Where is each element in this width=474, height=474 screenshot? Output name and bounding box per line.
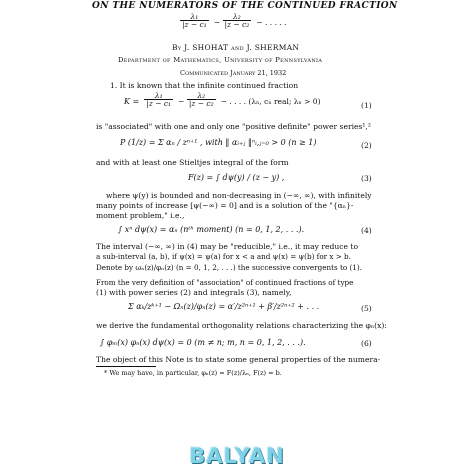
equation-1-number: (1) [361,101,372,110]
footnote: * We may have, in particular, φₙ(z) = F(z)/λₙ, F(z) = b. [104,369,282,377]
equation-5: Σ αₖ/zᵏ⁺¹ − Ωₙ(z)/φₙ(z) = α′/z²ⁿ⁺¹ + β′/z²ⁿ⁺² + . . . [128,302,320,311]
watermark-logo: BALYAN [189,444,285,468]
paragraph-4-line-3: moment problem," i.e., [96,211,185,220]
paragraph-5-line-2: a sub-interval (a, b), if ψ(x) = ψ(a) for x < a and ψ(x) = ψ(b) for x > b. [96,252,351,261]
paragraph-7: we derive the fundamental orthogonality relations characterizing the φₙ(x): [96,321,387,330]
equation-4: ∫ xⁿ dψ(x) = αₙ (nᵗʰ moment) (n = 0, 1, 2, . . .). [118,225,305,234]
paragraph-3: and with at least one Stieltjes integral of the form [96,158,289,167]
paragraph-2: is "associated" with one and only one "positive definite" power series¹,² [96,122,371,131]
header-fraction: $\frac{\text{λ₁}}{\text{|z − c₁}}$ − $\frac{\text{λ₂}}{\text{|z − c₂}}$ − . . . . . [182,11,287,29]
paragraph-4-line-2: many points of increase [ψ(−∞) = 0] and is a solution of the "{αₙ}- [96,201,354,210]
equation-2-number: (2) [361,141,372,150]
running-title: ON THE NUMERATORS OF THE CONTINUED FRACTION [92,1,398,11]
header-fraction-term-1: $\frac{\text{λ₁}}{\text{|z − c₁}}$ [182,11,207,29]
equation-4-number: (4) [361,226,372,235]
equation-6-number: (6) [361,339,372,348]
affiliation: Department of Mathematics, University of Pennsylvania [118,56,323,64]
authors: By J. SHOHAT and J. SHERMAN [172,43,300,52]
equation-2: P (1/z) = Σ αₙ / zⁿ⁺¹ , with ‖ αᵢ₊ⱼ ‖ⁿᵢ,ⱼ₌₀ > 0 (n ≥ 1) [120,138,317,147]
footnote-rule [96,366,156,367]
paragraph-8: The object of this Note is to state some general properties of the numera- [96,355,381,364]
equation-3: F(z) = ∫ dψ(y) / (z − y) , [188,173,285,182]
paragraph-6-line-2: (1) with power series (2) and integrals (3), namely, [96,288,292,297]
paragraph-5-line-1: The interval (−∞, ∞) in (4) may be "reducible," i.e., it may reduce to [96,242,359,251]
paragraph-1: 1. It is known that the infinite continued fraction [110,81,299,90]
paragraph-4-line-1: where ψ(y) is bounded and non-decreasing in (−∞, ∞), with infinitely [106,191,372,200]
header-fraction-term-2: $\frac{\text{λ₂}}{\text{|z − c₂}}$ [224,11,250,29]
equation-3-number: (3) [361,174,372,183]
paragraph-5-line-3: Denote by ωₙ(z)/φₙ(z) (n = 0, 1, 2, . . .) the successive convergents to (1). [96,263,362,272]
paragraph-6-line-1: From the very definition of "association" of continued fractions of type [96,278,354,287]
communicated-date: Communicated January 21, 1932 [180,69,287,77]
equation-5-number: (5) [361,304,372,313]
equation-6: ∫ φₘ(x) φₙ(x) dψ(x) = 0 (m ≠ n; m, n = 0, 1, 2, . . .). [100,338,306,347]
equation-1: K = $\frac{\text{λ₁}}{\text{|z − c₁}}$ − $\frac{\text{λ₂}}{\text{|z − c₂}}$ − . . . . (λₙ, cₙ real; λₙ > 0) [124,90,321,108]
